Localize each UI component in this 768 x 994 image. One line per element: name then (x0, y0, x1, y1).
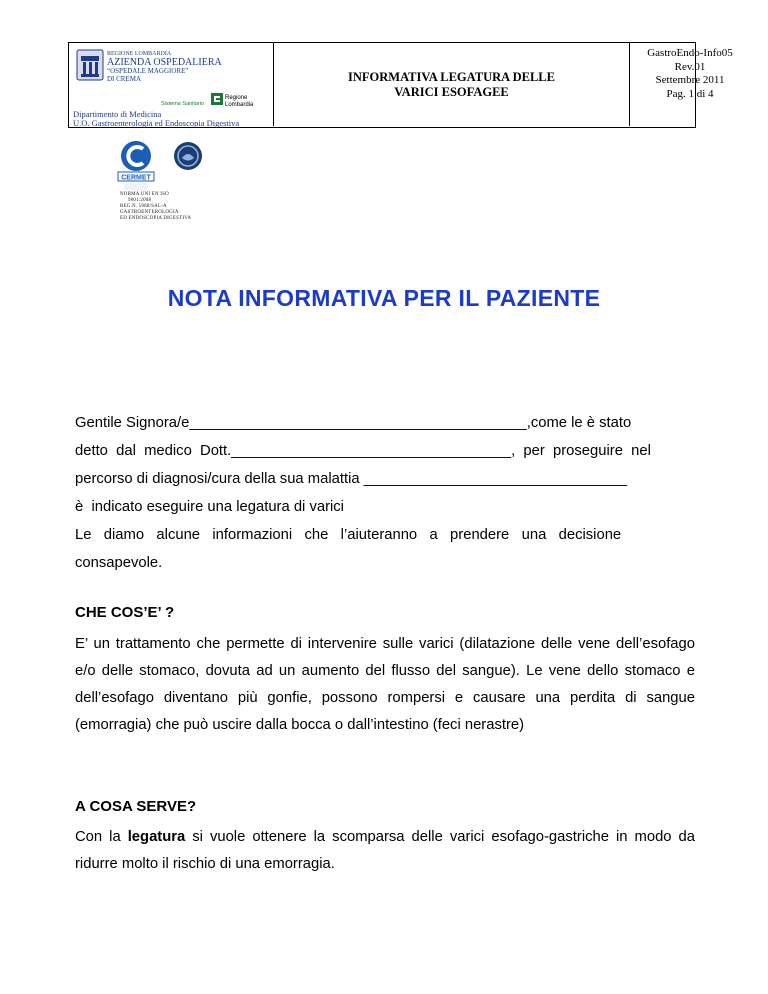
hospital-line2: AZIENDA OSPEDALIERA (107, 57, 222, 68)
iqnet-logo (174, 142, 202, 170)
regione-label-2: Lombardia (225, 102, 254, 108)
cert-line5: ED ENDOSCOPIA DIGESTIVA (120, 216, 192, 221)
department-line2: U.O. Gastroenterologia ed Endoscopia Digestiva (73, 118, 240, 128)
intro-paragraph (75, 409, 695, 577)
cermet-label: CERMET (121, 174, 151, 182)
cert-line3: REG.N. 5088/SAL-A (120, 204, 167, 209)
hospital-logo (75, 47, 265, 117)
document-code: GastroEndo-Info05 (647, 47, 733, 59)
cert-line2: 9001:2008 (128, 198, 152, 203)
main-title: NOTA INFORMATIVA PER IL PAZIENTE (167, 285, 601, 311)
document-title-line2: VARICI ESOFAGEE (394, 84, 509, 99)
hospital-line4: DI CREMA (107, 75, 142, 83)
purpose-text-before: Con la (75, 829, 128, 845)
sistema-sanitario-label: Sistema Sanitario (161, 101, 205, 107)
section-heading-purpose: A COSA SERVE? (75, 798, 197, 815)
hospital-line3: “OSPEDALE MAGGIORE” (107, 67, 189, 75)
intro-line5: Le diamo alcune informazioni che l’aiuteranno a prendere una decisione (75, 527, 622, 543)
department-line1: Dipartimento di Medicina (73, 109, 162, 119)
section-text-purpose (75, 824, 695, 878)
document-date: Settembre 2011 (655, 74, 725, 86)
section-heading-what-is: CHE COS’E’ ? (75, 604, 175, 621)
document-revision: Rev.01 (674, 60, 706, 73)
document-header (68, 42, 733, 128)
cermet-logo (118, 141, 154, 190)
purpose-text-bold: legatura (127, 829, 186, 845)
hospital-line1: REGIONE LOMBARDIA (107, 51, 172, 57)
intro-line4: è indicato eseguire una legatura di varici (75, 499, 344, 515)
intro-line6: consapevole. (75, 555, 163, 571)
cert-line4: GASTROENTEROLOGIA (120, 210, 179, 215)
purpose-text-after: si vuole ottenere la scomparsa delle varici esofago-gastriche in modo da ridurre molto il rischio di una emorragia. (75, 829, 695, 872)
cert-line1: NORMA UNI EN ISO (120, 192, 169, 197)
hospital-cell (69, 43, 274, 126)
document-title-line1: INFORMATIVA LEGATURA DELLE (348, 69, 555, 84)
certification-text (120, 192, 191, 222)
intro-line2: detto dal medico Dott.__________________________________, per proseguire nel (75, 443, 651, 459)
page-indicator: Pag. 1 di 4 (666, 87, 714, 100)
document-meta-cell (630, 43, 733, 126)
intro-line1: Gentile Signora/e_________________________________________,come le è stato (75, 415, 632, 431)
regione-label-1: Regione (225, 95, 248, 101)
certification-logos (116, 140, 216, 192)
document-title-cell (274, 43, 630, 126)
section-text-what-is: E’ un trattamento che permette di intervenire sulle varici (dilatazione delle vene dell’esofago e/o delle stomaco, dovuta ad un aumento del flusso del sangue). Le vene dello stomaco e dell’esofago diventano più gonfie, possono rompersi e causare una perdita di sangue (emorragia) che può uscire dalla bocca o dall’intestino (feci nerastre) (75, 636, 695, 733)
intro-line3: percorso di diagnosi/cura della sua malattia ________________________________ (75, 471, 628, 487)
